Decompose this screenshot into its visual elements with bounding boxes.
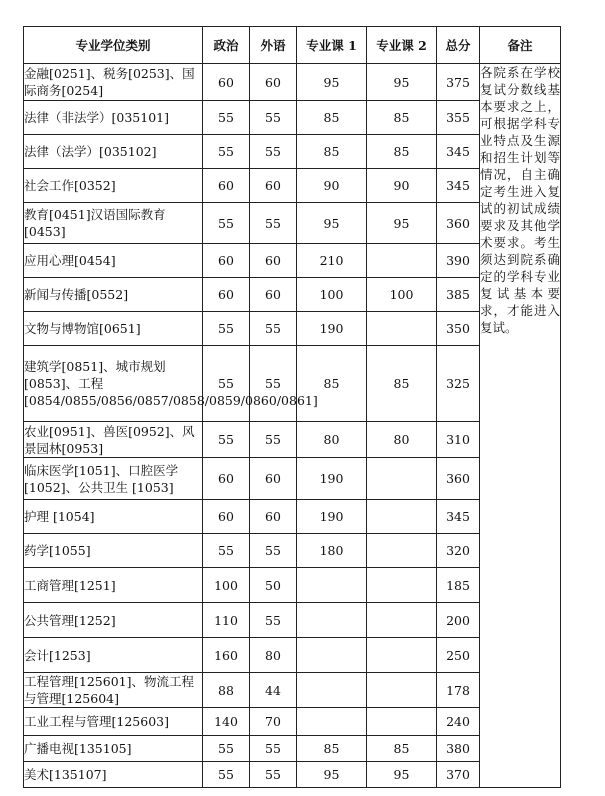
cell-course1: 100 [297, 278, 367, 312]
cell-course1: 180 [297, 534, 367, 568]
cell-course2 [367, 673, 437, 708]
header-category: 专业学位类别 [24, 27, 203, 64]
cell-total: 240 [437, 708, 480, 736]
cell-foreign-language: 50 [250, 568, 297, 603]
cell-politics: 140 [203, 708, 250, 736]
cell-foreign-language: 55 [250, 135, 297, 169]
cell-name: 教育[0451]汉语国际教育[0453] [24, 203, 203, 244]
cell-total: 390 [437, 244, 480, 278]
cell-politics: 55 [203, 422, 250, 458]
cell-total: 178 [437, 673, 480, 708]
cell-foreign-language: 55 [250, 422, 297, 458]
cell-course2: 100 [367, 278, 437, 312]
cell-politics: 55 [203, 101, 250, 135]
cell-total: 355 [437, 101, 480, 135]
cell-foreign-language: 60 [250, 169, 297, 203]
cell-politics: 60 [203, 169, 250, 203]
cell-name: 护理 [1054] [24, 500, 203, 534]
cell-course2: 95 [367, 64, 437, 101]
cell-foreign-language: 55 [250, 762, 297, 788]
cell-name: 农业[0951]、兽医[0952]、风景园林[0953] [24, 422, 203, 458]
cell-total: 345 [437, 169, 480, 203]
cell-politics: 60 [203, 278, 250, 312]
cell-politics: 88 [203, 673, 250, 708]
cell-name: 药学[1055] [24, 534, 203, 568]
cell-politics: 55 [203, 762, 250, 788]
cell-name: 金融[0251]、税务[0253]、国际商务[0254] [24, 64, 203, 101]
cell-course2 [367, 603, 437, 638]
cell-course2 [367, 534, 437, 568]
cell-course2: 85 [367, 135, 437, 169]
cell-name: 应用心理[0454] [24, 244, 203, 278]
cell-course2: 95 [367, 762, 437, 788]
cell-course2: 80 [367, 422, 437, 458]
cell-course2 [367, 708, 437, 736]
cell-name: 工商管理[1251] [24, 568, 203, 603]
cell-foreign-language: 55 [250, 203, 297, 244]
cell-course1: 85 [297, 135, 367, 169]
cell-total: 250 [437, 638, 480, 673]
cell-foreign-language: 80 [250, 638, 297, 673]
cell-course1: 85 [297, 736, 367, 762]
cell-foreign-language: 60 [250, 500, 297, 534]
cell-course2: 85 [367, 346, 437, 422]
cell-course1: 90 [297, 169, 367, 203]
cell-name: 工程管理[125601]、物流工程与管理[125604] [24, 673, 203, 708]
cell-politics: 160 [203, 638, 250, 673]
cell-foreign-language: 55 [250, 346, 297, 422]
cell-total: 360 [437, 458, 480, 500]
header-course1: 专业课 1 [297, 27, 367, 64]
score-table [23, 26, 561, 788]
cell-foreign-language: 44 [250, 673, 297, 708]
cell-politics: 60 [203, 500, 250, 534]
cell-course2 [367, 244, 437, 278]
cell-total: 370 [437, 762, 480, 788]
cell-course2 [367, 458, 437, 500]
cell-course2: 85 [367, 101, 437, 135]
cell-course2 [367, 638, 437, 673]
cell-politics: 55 [203, 203, 250, 244]
cell-foreign-language: 55 [250, 534, 297, 568]
header-remark: 备注 [480, 27, 561, 64]
cell-course2: 90 [367, 169, 437, 203]
cell-name: 新闻与传播[0552] [24, 278, 203, 312]
cell-foreign-language: 60 [250, 458, 297, 500]
cell-course1: 210 [297, 244, 367, 278]
cell-name: 建筑学[0851]、城市规划[0853]、工程[0854/0855/0856/0857/0858/0859/0860/0861] [24, 346, 203, 422]
cell-total: 375 [437, 64, 480, 101]
cell-course1 [297, 673, 367, 708]
cell-total: 350 [437, 312, 480, 346]
cell-foreign-language: 55 [250, 603, 297, 638]
cell-course1: 190 [297, 458, 367, 500]
cell-politics: 110 [203, 603, 250, 638]
cell-total: 385 [437, 278, 480, 312]
cell-name: 文物与博物馆[0651] [24, 312, 203, 346]
header-politics: 政治 [203, 27, 250, 64]
cell-course2 [367, 568, 437, 603]
cell-course1: 95 [297, 203, 367, 244]
cell-course1 [297, 708, 367, 736]
cell-course2: 95 [367, 203, 437, 244]
cell-course1 [297, 568, 367, 603]
cell-politics: 55 [203, 135, 250, 169]
cell-politics: 60 [203, 244, 250, 278]
cell-total: 200 [437, 603, 480, 638]
cell-total: 380 [437, 736, 480, 762]
cell-total: 320 [437, 534, 480, 568]
cell-course1: 95 [297, 64, 367, 101]
cell-foreign-language: 60 [250, 278, 297, 312]
header-total: 总分 [437, 27, 480, 64]
cell-politics: 55 [203, 736, 250, 762]
cell-total: 360 [437, 203, 480, 244]
table-row [24, 64, 561, 101]
cell-course1 [297, 603, 367, 638]
cell-total: 345 [437, 500, 480, 534]
cell-politics: 55 [203, 534, 250, 568]
cell-name: 美术[135107] [24, 762, 203, 788]
cell-total: 310 [437, 422, 480, 458]
cell-politics: 100 [203, 568, 250, 603]
cell-course1: 80 [297, 422, 367, 458]
cell-name: 社会工作[0352] [24, 169, 203, 203]
cell-course2 [367, 312, 437, 346]
cell-politics: 60 [203, 458, 250, 500]
cell-name: 公共管理[1252] [24, 603, 203, 638]
cell-total: 185 [437, 568, 480, 603]
remark-cell: 各院系在学校复试分数线基本要求之上，可根据学科专业特点及生源和招生计划等情况，自主确定考生进入复试的初试成绩要求及其他学术要求。考生须达到院系确定的学科专业复试基本要求，才能进入复试。 [480, 64, 561, 788]
cell-politics: 55 [203, 312, 250, 346]
cell-name: 临床医学[1051]、口腔医学[1052]、公共卫生 [1053] [24, 458, 203, 500]
cell-foreign-language: 60 [250, 244, 297, 278]
cell-foreign-language: 70 [250, 708, 297, 736]
header-foreign-language: 外语 [250, 27, 297, 64]
cell-course1: 190 [297, 312, 367, 346]
cell-name: 会计[1253] [24, 638, 203, 673]
cell-name: 法律（非法学）[035101] [24, 101, 203, 135]
cell-course2: 85 [367, 736, 437, 762]
cell-name: 广播电视[135105] [24, 736, 203, 762]
header-row [24, 27, 561, 64]
cell-politics: 60 [203, 64, 250, 101]
cell-name: 法律（法学）[035102] [24, 135, 203, 169]
cell-course1 [297, 638, 367, 673]
cell-total: 345 [437, 135, 480, 169]
cell-politics: 55 [203, 346, 250, 422]
cell-course1: 190 [297, 500, 367, 534]
cell-course1: 85 [297, 101, 367, 135]
cell-foreign-language: 55 [250, 101, 297, 135]
cell-course1: 95 [297, 762, 367, 788]
cell-foreign-language: 55 [250, 312, 297, 346]
cell-foreign-language: 60 [250, 64, 297, 101]
cell-foreign-language: 55 [250, 736, 297, 762]
cell-name: 工业工程与管理[125603] [24, 708, 203, 736]
cell-course1: 85 [297, 346, 367, 422]
cell-total: 325 [437, 346, 480, 422]
header-course2: 专业课 2 [367, 27, 437, 64]
cell-course2 [367, 500, 437, 534]
